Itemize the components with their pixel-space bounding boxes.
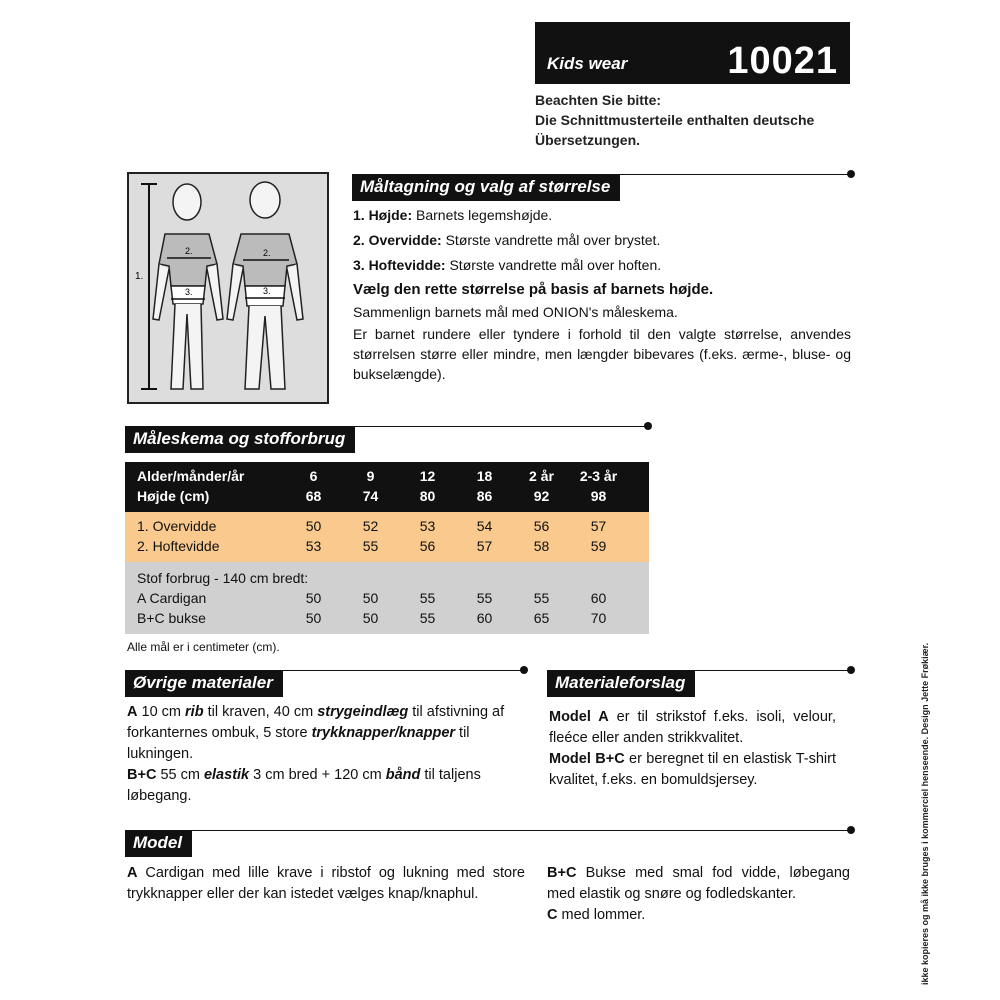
table-row: B+C bukse 50 50 55 60 65 70 [137,610,607,626]
table-body-measurements [125,512,649,562]
fabric-heading-row: Stof forbrug - 140 cm bredt: [137,570,309,586]
measure-item-height: 1. Højde: Barnets legemshøjde. [353,207,553,223]
measuring-rule-dot [847,170,855,178]
table-footnote: Alle mål er i centimeter (cm). [127,640,280,654]
model-bc: B+C Bukse med smal fod vidde, løbegang med elastik og snøre og fodledskanter. [547,865,850,902]
measuring-section-title: Måltagning og valg af størrelse [352,174,620,201]
material-suggestion-rule [547,670,850,671]
hip-marker-2: 3. [263,286,271,296]
other-materials-text [127,702,522,807]
table-body-fabric [125,562,649,634]
material-suggestion-rule-dot [847,666,855,674]
size-chart-title: Måleskema og stofforbrug [125,426,355,453]
material-suggestion-bc: Model B+C er beregnet til en elastisk T-shirt kvalitet, f.eks. en bomuldsjersey. [549,751,836,788]
other-materials-rule-dot [520,666,528,674]
table-header-age-row: Alder/månder/år 6 9 12 18 2 år 2-3 år [137,468,618,484]
notice-line-1: Beachten Sie bitte: [535,92,662,108]
measuring-rule [352,174,850,175]
copyright-note: ikke kopieres og må ikke bruges i kommerciel henseende. Design Jette Frøkiær. [920,642,930,985]
model-bc-text [547,863,850,926]
german-notice [535,90,814,150]
compare-note: Sammenlign barnets mål med ONION's måleskema. [353,304,678,320]
material-suggestion-text [549,707,836,791]
model-title: Model [125,830,192,857]
measure-item-chest: 2. Overvidde: Største vandrette mål over brystet. [353,232,661,248]
model-rule-dot [847,826,855,834]
notice-line-3: Übersetzungen. [535,132,641,148]
table-row: A Cardigan 50 50 55 55 55 60 [137,590,607,606]
children-measure-illustration [127,172,329,404]
size-chart-table [125,462,649,634]
table-header-height-row: Højde (cm) 68 74 80 86 92 98 [137,488,607,504]
other-materials-rule [125,670,523,671]
model-rule [125,830,850,831]
chest-marker-1: 2. [185,246,193,256]
category-label: Kids wear [547,54,628,73]
hip-marker-1: 3. [185,287,193,297]
table-row: 2. Hoftevidde 53 55 56 57 58 59 [137,538,607,554]
pattern-number: 10021 [727,40,838,82]
other-materials-bc: B+C 55 cm elastik 3 cm bred + 120 cm bånd til taljens løbegang. [127,767,481,804]
material-suggestion-title: Materialeforslag [547,670,695,697]
chest-marker-2: 2. [263,248,271,258]
model-c: C med lommer. [547,907,646,923]
size-choice-note: Vælg den rette størrelse på basis af barnets højde. [353,281,714,298]
height-marker: 1. [135,271,144,282]
size-chart-rule-dot [644,422,652,430]
children-figure-icon [129,174,327,402]
pattern-header [535,22,850,84]
measure-item-hip: 3. Hoftevidde: Største vandrette mål over hoften. [353,257,662,273]
other-materials-a: A 10 cm rib til kraven, 40 cm strygeindlæg til afstivning af forkanternes ombuk, 5 store trykknapper/knapper til lukningen. [127,704,505,762]
measuring-text [353,205,851,384]
fit-paragraph: Er barnet rundere eller tyndere i forhold til den valgte størrelse, anvendes størrelsen større eller mindre, men længder bibevares (f.eks. ærme-, bluse- og bukselængde). [353,326,851,382]
material-suggestion-a: Model A er til strikstof f.eks. isoli, velour, fleéce eller anden strikkvalitet. [549,709,836,746]
table-row: 1. Overvidde 50 52 53 54 56 57 [137,518,607,534]
size-chart-rule [125,426,647,427]
table-header [125,462,649,512]
model-a-text: A Cardigan med lille krave i ribstof og lukning med store trykknapper eller der kan istedet vælges knap/knaphul. [127,865,525,902]
other-materials-title: Øvrige materialer [125,670,283,697]
notice-line-2: Die Schnittmusterteile enthalten deutsche [535,112,815,128]
